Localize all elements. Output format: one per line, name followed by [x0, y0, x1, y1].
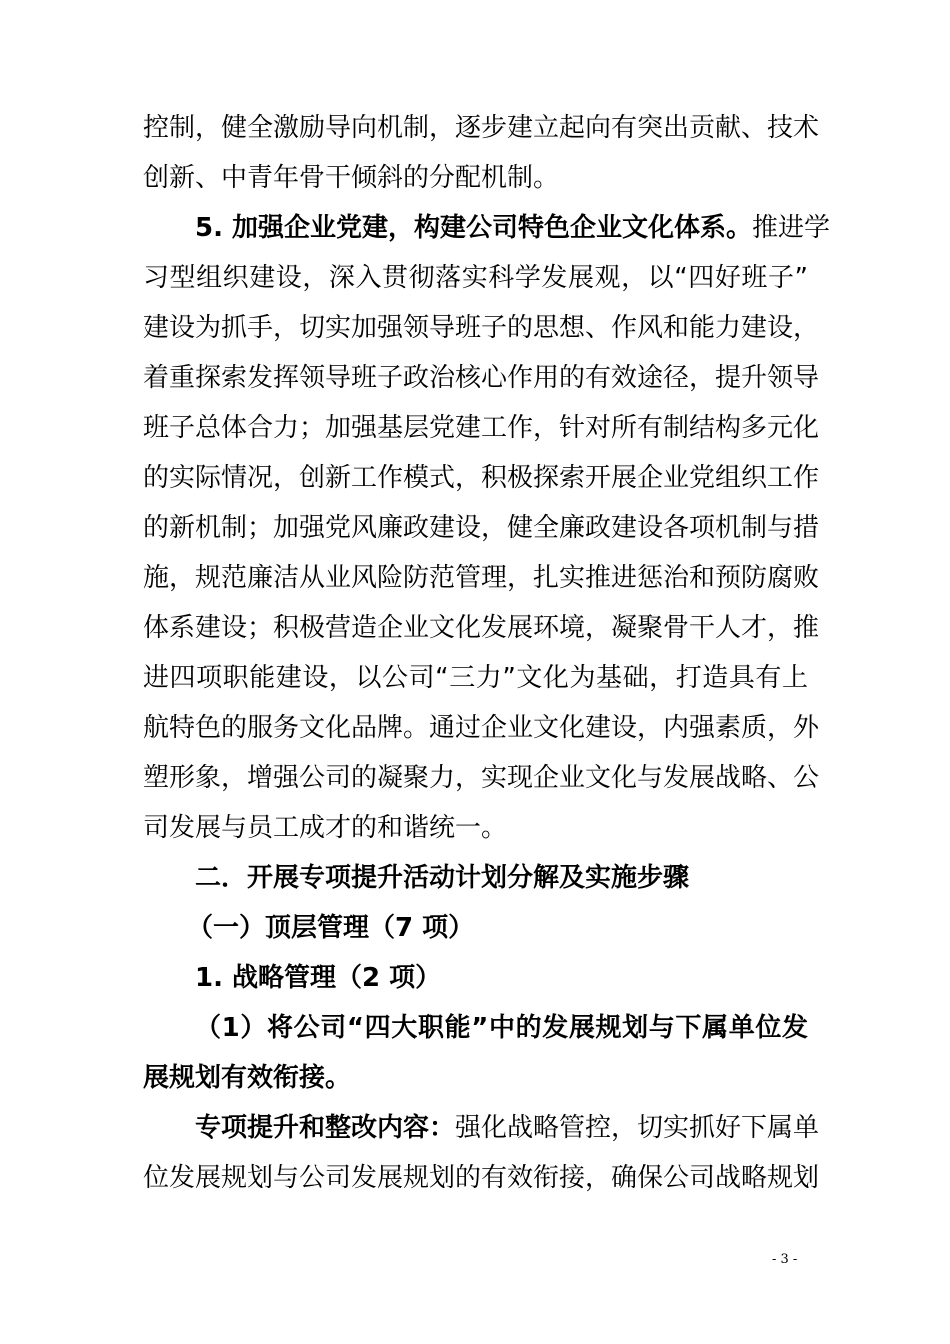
section-heading: 二．开展专项提升活动计划分解及实施步骤: [195, 863, 690, 893]
text-line: 着重探索发挥领导班子政治核心作用的有效途径，提升领导: [143, 363, 820, 393]
text-line: 控制，健全激励导向机制，逐步建立起向有突出贡献、技术: [143, 113, 820, 143]
paragraph-5-lead-rest: 推进学: [752, 213, 831, 243]
text-line: 塑形象，增强公司的凝聚力，实现企业文化与发展战略、公: [143, 763, 820, 793]
item-heading: 1. 战略管理（2 项）: [195, 963, 442, 993]
text-line: 司发展与员工成才的和谐统一。: [143, 813, 508, 843]
text-line: 体系建设；积极营造企业文化发展环境，凝聚骨干人才，推: [143, 613, 820, 643]
content-first-line: [143, 1103, 820, 1153]
page-number: - 3 -: [772, 1252, 798, 1267]
text-line: 进四项职能建设，以公司“三力”文化为基础，打造具有上: [143, 663, 808, 693]
paragraph-5-first-line: [143, 203, 831, 253]
content-first-rest: 强化战略管控，切实抓好下属单: [455, 1113, 820, 1143]
content-label: 专项提升和整改内容：: [195, 1113, 456, 1143]
subsection-heading: （一）顶层管理（7 项）: [187, 913, 475, 943]
item-title-line: （1）将公司“四大职能”中的发展规划与下属单位发: [195, 1013, 808, 1043]
document-page: [143, 103, 831, 1203]
text-line: 建设为抓手，切实加强领导班子的思想、作风和能力建设，: [143, 313, 820, 343]
text-line: 航特色的服务文化品牌。通过企业文化建设，内强素质，外: [143, 713, 820, 743]
text-line: 施，规范廉洁从业风险防范管理，扎实推进惩治和预防腐败: [143, 563, 820, 593]
item-title-line: 展规划有效衔接。: [143, 1063, 352, 1093]
text-line: 的实际情况，创新工作模式，积极探索开展企业党组织工作: [143, 463, 820, 493]
text-line: 班子总体合力；加强基层党建工作，针对所有制结构多元化: [143, 413, 820, 443]
text-line: 习型组织建设，深入贯彻落实科学发展观，以“四好班子”: [143, 263, 808, 293]
text-line: 位发展规划与公司发展规划的有效衔接，确保公司战略规划: [143, 1163, 820, 1193]
text-line: 创新、中青年骨干倾斜的分配机制。: [143, 163, 560, 193]
text-line: 的新机制；加强党风廉政建设，健全廉政建设各项机制与措: [143, 513, 820, 543]
paragraph-5-bold-lead: 5. 加强企业党建，构建公司特色企业文化体系。: [195, 213, 753, 243]
